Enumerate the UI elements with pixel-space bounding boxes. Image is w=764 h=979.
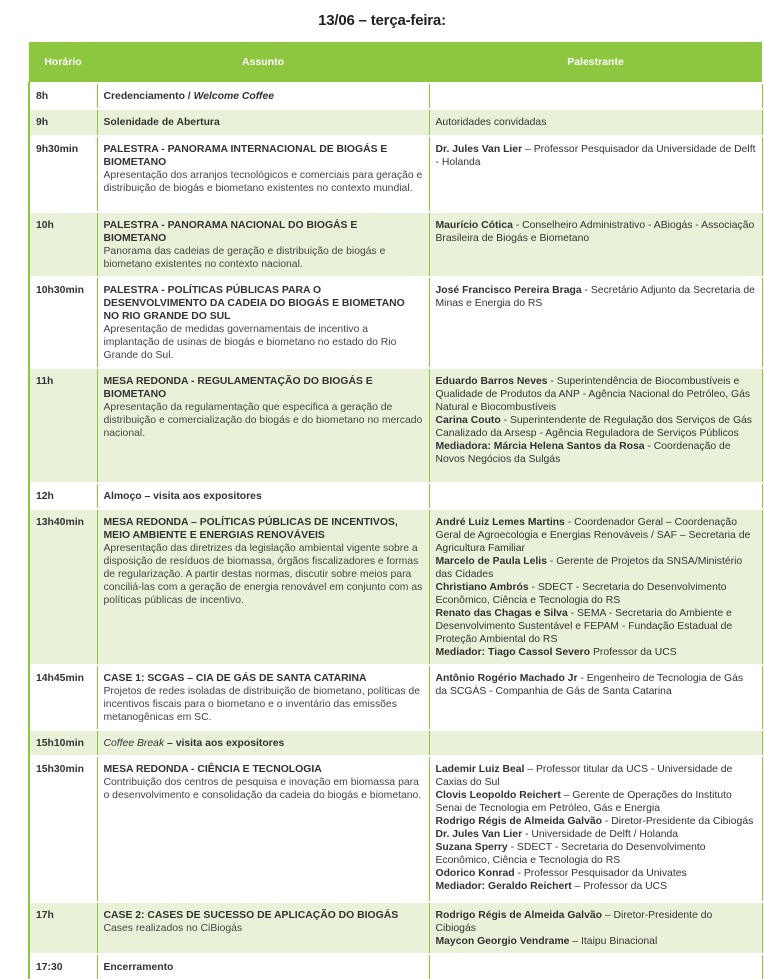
- table-row: [29, 665, 762, 730]
- subject-title: Credenciamento /: [103, 91, 194, 102]
- speaker-cell: [429, 212, 762, 277]
- speaker-name: Mediador: Geraldo Reichert: [435, 881, 572, 892]
- speaker-role: - Superintendência de Biocombustíveis e Qualidade de Produtos da ANP - Agência Nacional do Petróleo, Gás Natural e Biocombustíveis: [435, 376, 751, 413]
- speaker-name: Odorico Konrad: [435, 868, 515, 879]
- time-cell: 17h: [29, 902, 97, 954]
- time-cell: 15h10min: [29, 730, 97, 756]
- subject-title: Encerramento: [103, 962, 174, 973]
- speaker: [436, 935, 756, 948]
- subject-cell: [97, 277, 429, 368]
- subject-italic: Coffee Break: [103, 738, 165, 749]
- speaker-cell: [429, 756, 762, 902]
- subject-cell: [97, 109, 429, 136]
- subject-title: Solenidade de Abertura: [103, 117, 220, 128]
- column-header-assunto: Assunto: [97, 42, 429, 83]
- subject-title: MESA REDONDA - CIÊNCIA E TECNOLOGIA: [103, 764, 322, 775]
- subject-description: Contribuição dos centros de pesquisa e inovação em biomassa para o desenvolvimento e consolidação da cadeia do biogás e biometano.: [103, 777, 422, 801]
- speaker-cell: [429, 902, 762, 954]
- subject-title: CASE 1: SCGAS – CIA DE GÁS DE SANTA CATARINA: [103, 673, 367, 684]
- speaker-role: – Professor da UCS: [571, 881, 668, 892]
- subject-cell: [97, 756, 429, 902]
- speaker-name: Clovis Leopoldo Reichert: [435, 790, 561, 801]
- subject-description: Apresentação de medidas governamentais de incentivo a implantação de usinas de biogás e biometano no estado do Rio Grande do Sul.: [103, 324, 397, 361]
- time-cell: 9h: [29, 109, 97, 136]
- speaker-role: - Universidade de Delft / Holanda: [522, 829, 679, 840]
- speaker-cell: [429, 136, 762, 212]
- table-row: [29, 136, 762, 212]
- speaker-name: Rodrigo Régis de Almeida Galvão: [435, 816, 602, 827]
- speaker-role: – Gerente de Operações do Instituto Senai de Tecnologia em Petróleo, Gás e Energia: [435, 790, 732, 814]
- speaker-role: - Secretário Adjunto da Secretaria de Minas e Energia do RS: [435, 285, 755, 309]
- subject-cell: [97, 730, 429, 756]
- speaker-role: Professor da UCS: [590, 647, 677, 658]
- speaker-name: Eduardo Barros Neves: [435, 376, 548, 387]
- subject-cell: [97, 368, 429, 483]
- speaker: [436, 815, 756, 828]
- page-title: 13/06 – terça-feira:: [318, 12, 446, 29]
- subject-description: Apresentação da regulamentação que especifica a geração de distribuição e comercialização do biogás e do biometano no mercado nacional.: [103, 402, 423, 439]
- speaker-role: – Diretor-Presidente do Cibiogás: [435, 910, 713, 934]
- speaker: [436, 516, 756, 555]
- time-cell: 11h: [29, 368, 97, 483]
- table-row: [29, 483, 762, 509]
- speaker-name: Mediador: Tiago Cassol Severo: [435, 647, 591, 658]
- speaker: [436, 440, 756, 466]
- speaker-text: Autoridades convidadas: [435, 117, 547, 128]
- speaker-cell: [429, 665, 762, 730]
- speaker: [436, 867, 756, 880]
- speaker-cell: [429, 730, 762, 756]
- speaker-role: - Coordenação de Novos Negócios da Sulgás: [435, 441, 731, 465]
- speaker-name: André Luiz Lemes Martins: [435, 517, 565, 528]
- speaker-cell: [429, 509, 762, 665]
- subject-title: CASE 2: CASES DE SUCESSO DE APLICAÇÃO DO BIOGÁS: [103, 910, 399, 921]
- speaker: [436, 607, 756, 646]
- table-row: [29, 212, 762, 277]
- subject-cell: [97, 483, 429, 509]
- speaker-name: Marcelo de Paula Lelis: [435, 556, 547, 567]
- subject-description: Cases realizados no CiBiogás: [103, 923, 243, 934]
- subject-title: MESA REDONDA - REGULAMENTAÇÃO DO BIOGÁS E BIOMETANO: [103, 376, 373, 400]
- speaker-name: Suzana Sperry: [435, 842, 508, 853]
- speaker-name: Antônio Rogério Machado Jr: [435, 673, 578, 684]
- subject-cell: [97, 665, 429, 730]
- subject-italic: Welcome Coffee: [193, 91, 275, 102]
- table-row: [29, 83, 762, 109]
- subject-cell: [97, 83, 429, 109]
- speaker: [436, 414, 756, 440]
- speaker-name: Rodrigo Régis de Almeida Galvão: [435, 910, 602, 921]
- speaker: [436, 672, 756, 698]
- table-row: [29, 902, 762, 954]
- table-row: [29, 509, 762, 665]
- subject-title: – visita aos expositores: [164, 738, 285, 749]
- speaker: [436, 828, 756, 841]
- speaker-name: José Francisco Pereira Braga: [435, 285, 582, 296]
- speaker-cell: [429, 277, 762, 368]
- time-cell: 10h30min: [29, 277, 97, 368]
- time-cell: 14h45min: [29, 665, 97, 730]
- speaker-name: Christiano Ambrós: [435, 582, 529, 593]
- speaker-name: Maycon Georgio Vendrame: [435, 936, 570, 947]
- speaker: [436, 789, 756, 815]
- speaker-cell: [429, 368, 762, 483]
- subject-title: PALESTRA - PANORAMA INTERNACIONAL DE BIOGÁS E BIOMETANO: [103, 144, 388, 168]
- subject-title: MESA REDONDA – POLÍTICAS PÚBLICAS DE INCENTIVOS, MEIO AMBIENTE E ENERGIAS RENOVÁVEIS: [103, 517, 398, 541]
- subject-title: PALESTRA - POLÍTICAS PÚBLICAS PARA O DESENVOLVIMENTO DA CADEIA DO BIOGÁS E BIOMETANO NO RIO GRANDE DO SUL: [103, 285, 405, 322]
- table-row: [29, 109, 762, 136]
- subject-description: Projetos de redes isoladas de distribuição de biometano, políticas de incentivos fiscais para o biometano e o inventário das emissões metanogênicas em SC.: [103, 686, 421, 723]
- speaker: [436, 646, 756, 659]
- subject-cell: [97, 509, 429, 665]
- table-row: [29, 368, 762, 483]
- speaker: [436, 880, 756, 893]
- speaker-role: - SDECT - Secretaria do Desenvolvimento Econômico, Ciência e Tecnologia do RS: [435, 842, 706, 866]
- speaker: [436, 284, 756, 310]
- time-cell: 15h30min: [29, 756, 97, 902]
- subject-title: Almoço – visita aos expositores: [103, 491, 262, 502]
- speaker: [436, 581, 756, 607]
- table-row: [29, 756, 762, 902]
- table-header-row: [29, 42, 762, 83]
- speaker-role: - SDECT - Secretaria do Desenvolvimento Econômico, Ciência e Tecnologia do RS: [435, 582, 727, 606]
- speaker: [436, 143, 756, 169]
- table-row: [29, 954, 762, 979]
- subject-cell: [97, 954, 429, 979]
- speaker-role: – Itaipu Binacional: [569, 936, 658, 947]
- time-cell: 8h: [29, 83, 97, 109]
- subject-description: Apresentação dos arranjos tecnológicos e comerciais para geração e distribuição de biogás e biometano existentes no contexto mundial.: [103, 170, 423, 194]
- time-cell: 17:30: [29, 954, 97, 979]
- subject-cell: [97, 136, 429, 212]
- speaker: [436, 555, 756, 581]
- subject-description: Apresentação das diretrizes da legislação ambiental vigente sobre a disposição de resíduos de biomassa, órgãos fiscalizadores e formas de regularização. A partir destas normas, discutir sobre meios para conciliá-las com a geração de energia renovável em conjunto com as políticas públicas de incentivo.: [103, 543, 423, 606]
- time-cell: 9h30min: [29, 136, 97, 212]
- speaker-role: - Diretor-Presidente da Cibiogás: [601, 816, 754, 827]
- table-row: [29, 277, 762, 368]
- speaker: [436, 763, 756, 789]
- speaker: [436, 841, 756, 867]
- speaker-role: - Professor Pesquisador da Univates: [514, 868, 687, 879]
- speaker-name: Dr. Jules Van Lier: [435, 829, 523, 840]
- table-row: [29, 730, 762, 756]
- speaker-role: - SEMA - Secretaria do Ambiente e Desenvolvimento Sustentável e FEPAM - Fundação Estadual de Proteção Ambiental do RS: [435, 608, 733, 645]
- column-header-horario: Horário: [29, 42, 97, 83]
- speaker: [436, 219, 756, 245]
- speaker-role: – Professor Pesquisador da Universidade de Delft - Holanda: [435, 144, 756, 168]
- subject-cell: [97, 902, 429, 954]
- speaker-cell: [429, 83, 762, 109]
- speaker: [436, 375, 756, 414]
- schedule-table: [28, 42, 763, 979]
- subject-title: PALESTRA - PANORAMA NACIONAL DO BIOGÁS E BIOMETANO: [103, 220, 358, 244]
- speaker-role: – Professor titular da UCS - Universidade de Caxias do Sul: [435, 764, 733, 788]
- speaker-name: Maurício Cótica: [435, 220, 513, 231]
- time-cell: 13h40min: [29, 509, 97, 665]
- speaker-role: - Conselheiro Administrativo - ABiogás - Associação Brasileira de Biogás e Biometano: [435, 220, 755, 244]
- speaker-name: Lademir Luiz Beal: [435, 764, 525, 775]
- speaker-name: Carina Couto: [435, 415, 501, 426]
- speaker-role: - Superintendente de Regulação dos Serviços de Gás Canalizado da Arsesp - Agência Reguladora de Serviços Públicos: [435, 415, 752, 439]
- speaker-cell: [429, 109, 762, 136]
- speaker-name: Dr. Jules Van Lier: [435, 144, 523, 155]
- time-cell: 12h: [29, 483, 97, 509]
- speaker-role: - Engenheiro de Tecnologia de Gás da SCGÁS - Companhia de Gás de Santa Catarina: [435, 673, 744, 697]
- speaker-name: Renato das Chagas e Silva: [435, 608, 568, 619]
- speaker-role: - Gerente de Projetos da SNSA/Ministério das Cidades: [435, 556, 743, 580]
- speaker-name: Mediadora: Márcia Helena Santos da Rosa: [435, 441, 645, 452]
- time-cell: 10h: [29, 212, 97, 277]
- subject-cell: [97, 212, 429, 277]
- speaker-role: - Coordenador Geral – Coordenação Geral de Agroecologia e Energias Renováveis / SAF – Secretaria de Agricultura Familiar: [435, 517, 751, 554]
- column-header-palestrante: Palestrante: [429, 42, 762, 83]
- subject-description: Panorama das cadeias de geração e distribuição de biogás e biometano existentes no contexto nacional.: [103, 246, 386, 270]
- speaker: [436, 909, 756, 935]
- speaker-cell: [429, 954, 762, 979]
- speaker-cell: [429, 483, 762, 509]
